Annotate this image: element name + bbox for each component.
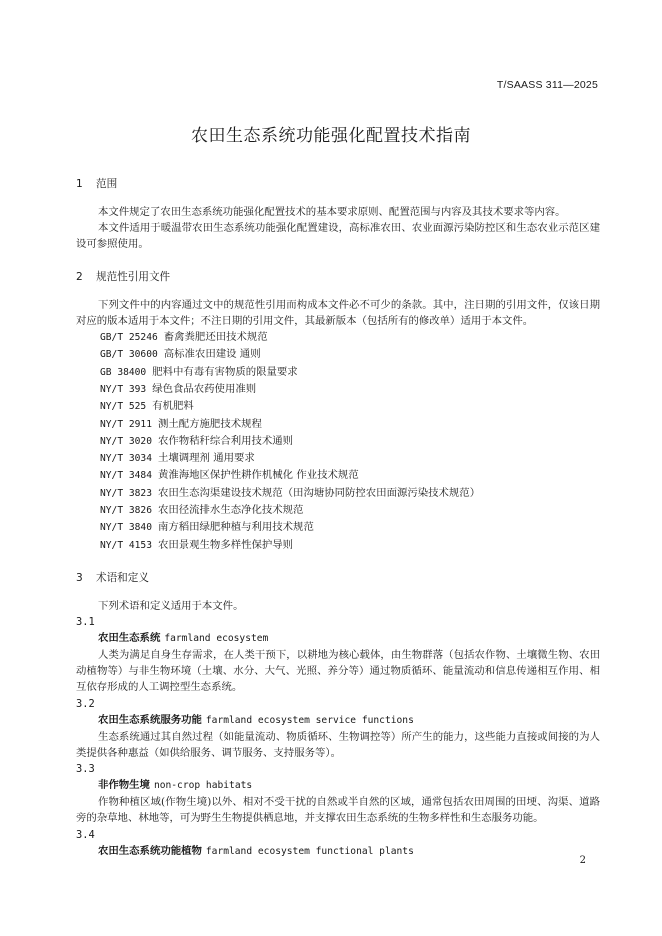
reference-code: NY/T 3840 bbox=[100, 522, 152, 534]
section-number: 2 bbox=[76, 270, 83, 283]
term-definition: 生态系统通过其自然过程（如能量流动、物质循环、生物调控等）所产生的能力，这些能力直接或间接的为人类提供各种惠益（如供给服务、调节服务、支持服务等）。 bbox=[76, 730, 600, 759]
reference-title: 南方稻田绿肥种植与利用技术规范 bbox=[157, 521, 314, 534]
section-title: 规范性引用文件 bbox=[96, 270, 171, 283]
reference-title: 肥料中有毒有害物质的限量要求 bbox=[152, 365, 298, 378]
section-heading-scope bbox=[76, 176, 600, 192]
reference-item bbox=[100, 450, 600, 467]
term-number: 3.4 bbox=[76, 828, 95, 841]
page-number: 2 bbox=[579, 855, 586, 866]
reference-item bbox=[100, 398, 600, 415]
reference-item bbox=[100, 519, 600, 536]
term-number: 3.2 bbox=[76, 697, 95, 710]
reference-code: NY/T 2911 bbox=[100, 418, 152, 430]
reference-code: NY/T 525 bbox=[100, 401, 147, 413]
reference-code: GB/T 30600 bbox=[100, 349, 158, 361]
reference-title: 农田径流排水生态净化技术规范 bbox=[157, 503, 304, 516]
reference-title: 农作物秸秆综合利用技术通则 bbox=[157, 434, 294, 447]
reference-title: 黄淮海地区保护性耕作机械化 作业技术规范 bbox=[157, 469, 359, 482]
reference-title: 绿色食品农药使用准则 bbox=[152, 382, 257, 395]
reference-title: 农田景观生物多样性保护导则 bbox=[157, 538, 294, 551]
term-en: non-crop habitats bbox=[153, 780, 253, 792]
reference-title: 畜禽粪肥还田技术规范 bbox=[163, 331, 268, 344]
scope-paragraph: 本文件规定了农田生态系统功能强化配置技术的基本要求原则、配置范围与内容及其技术要求等内容。 bbox=[98, 206, 566, 218]
reference-item bbox=[100, 433, 600, 450]
term-zh: 农田生态系统功能植物 bbox=[98, 844, 202, 857]
reference-code: NY/T 3034 bbox=[100, 453, 152, 465]
reference-code: NY/T 3484 bbox=[100, 470, 152, 482]
section-title: 术语和定义 bbox=[96, 571, 149, 584]
terms-intro: 下列术语和定义适用于本文件。 bbox=[98, 599, 244, 612]
term-zh: 农田生态系统 bbox=[98, 632, 161, 645]
term-zh: 非作物生境 bbox=[98, 779, 150, 792]
section-heading-terms-definitions bbox=[76, 570, 600, 586]
reference-item bbox=[100, 381, 600, 398]
reference-code: GB/T 25246 bbox=[100, 332, 158, 344]
term-title bbox=[76, 843, 600, 860]
standard-number: T/SAASS 311—2025 bbox=[496, 79, 598, 91]
section-title: 范围 bbox=[96, 178, 118, 190]
term-title bbox=[76, 712, 600, 729]
term-number: 3.1 bbox=[76, 616, 95, 629]
reference-item bbox=[100, 364, 600, 381]
term-number: 3.3 bbox=[76, 763, 95, 776]
reference-code: NY/T 4153 bbox=[100, 539, 152, 551]
reference-code: NY/T 3823 bbox=[100, 487, 152, 499]
reference-code: NY/T 393 bbox=[100, 383, 147, 395]
reference-title: 有机肥料 bbox=[152, 400, 194, 413]
reference-code: NY/T 3826 bbox=[100, 504, 152, 516]
document-body bbox=[76, 176, 600, 860]
term-title bbox=[76, 777, 600, 794]
reference-item bbox=[100, 346, 600, 363]
term-definition: 作物种植区域(作物生境)以外、相对不受干扰的自然或半自然的区域，通常包括农田周围的田埂、沟渠、道路旁的杂草地、林地等，可为野生生物提供栖息地，并支撑农田生态系统的生物多样性和生态服务功能。 bbox=[76, 796, 600, 825]
reference-code: GB 38400 bbox=[100, 366, 147, 378]
term-en: farmland ecosystem service functions bbox=[205, 714, 414, 726]
reference-item bbox=[100, 416, 600, 433]
section-heading-normative-references bbox=[76, 269, 600, 285]
section-number: 3 bbox=[76, 571, 83, 584]
term-zh: 农田生态系统服务功能 bbox=[98, 713, 202, 726]
reference-title: 农田生态沟渠建设技术规范（田沟塘协同防控农田面源污染技术规范） bbox=[157, 486, 481, 499]
term-definition: 人类为满足自身生存需求，在人类干预下，以耕地为核心载体，由生物群落（包括农作物、土壤微生物、农田动植物等）与非生物环境（土壤、水分、大气、光照、养分等）通过物质循环、能量流动和信息传递相互作用、相互依存形成的人工调控型生态系统。 bbox=[76, 649, 600, 694]
references-intro: 下列文件中的内容通过文中的规范性引用而构成本文件必不可少的条款。其中，注日期的引用文件，仅该日期对应的版本适用于本文件；不注日期的引用文件，其最新版本（包括所有的修改单）适用于本文件。 bbox=[76, 298, 600, 327]
scope-paragraph: 本文件适用于暖温带农田生态系统功能强化配置建设，高标准农田、农业面源污染防控区和生态农业示范区建设可参照使用。 bbox=[76, 222, 600, 251]
reference-item bbox=[100, 467, 600, 484]
reference-title: 高标准农田建设 通则 bbox=[163, 348, 261, 361]
reference-title: 测土配方施肥技术规程 bbox=[157, 417, 262, 430]
document-title: 农田生态系统功能强化配置技术指南 bbox=[191, 126, 471, 146]
reference-item bbox=[100, 502, 600, 519]
reference-title: 土壤调理剂 通用要求 bbox=[157, 452, 255, 465]
reference-code: NY/T 3020 bbox=[100, 435, 152, 447]
reference-item bbox=[100, 537, 600, 554]
term-en: farmland ecosystem bbox=[164, 633, 269, 645]
section-number: 1 bbox=[76, 178, 83, 190]
reference-list bbox=[76, 329, 600, 554]
term-en: farmland ecosystem functional plants bbox=[205, 845, 414, 857]
reference-item bbox=[100, 329, 600, 346]
term-title bbox=[76, 630, 600, 647]
reference-item bbox=[100, 485, 600, 502]
